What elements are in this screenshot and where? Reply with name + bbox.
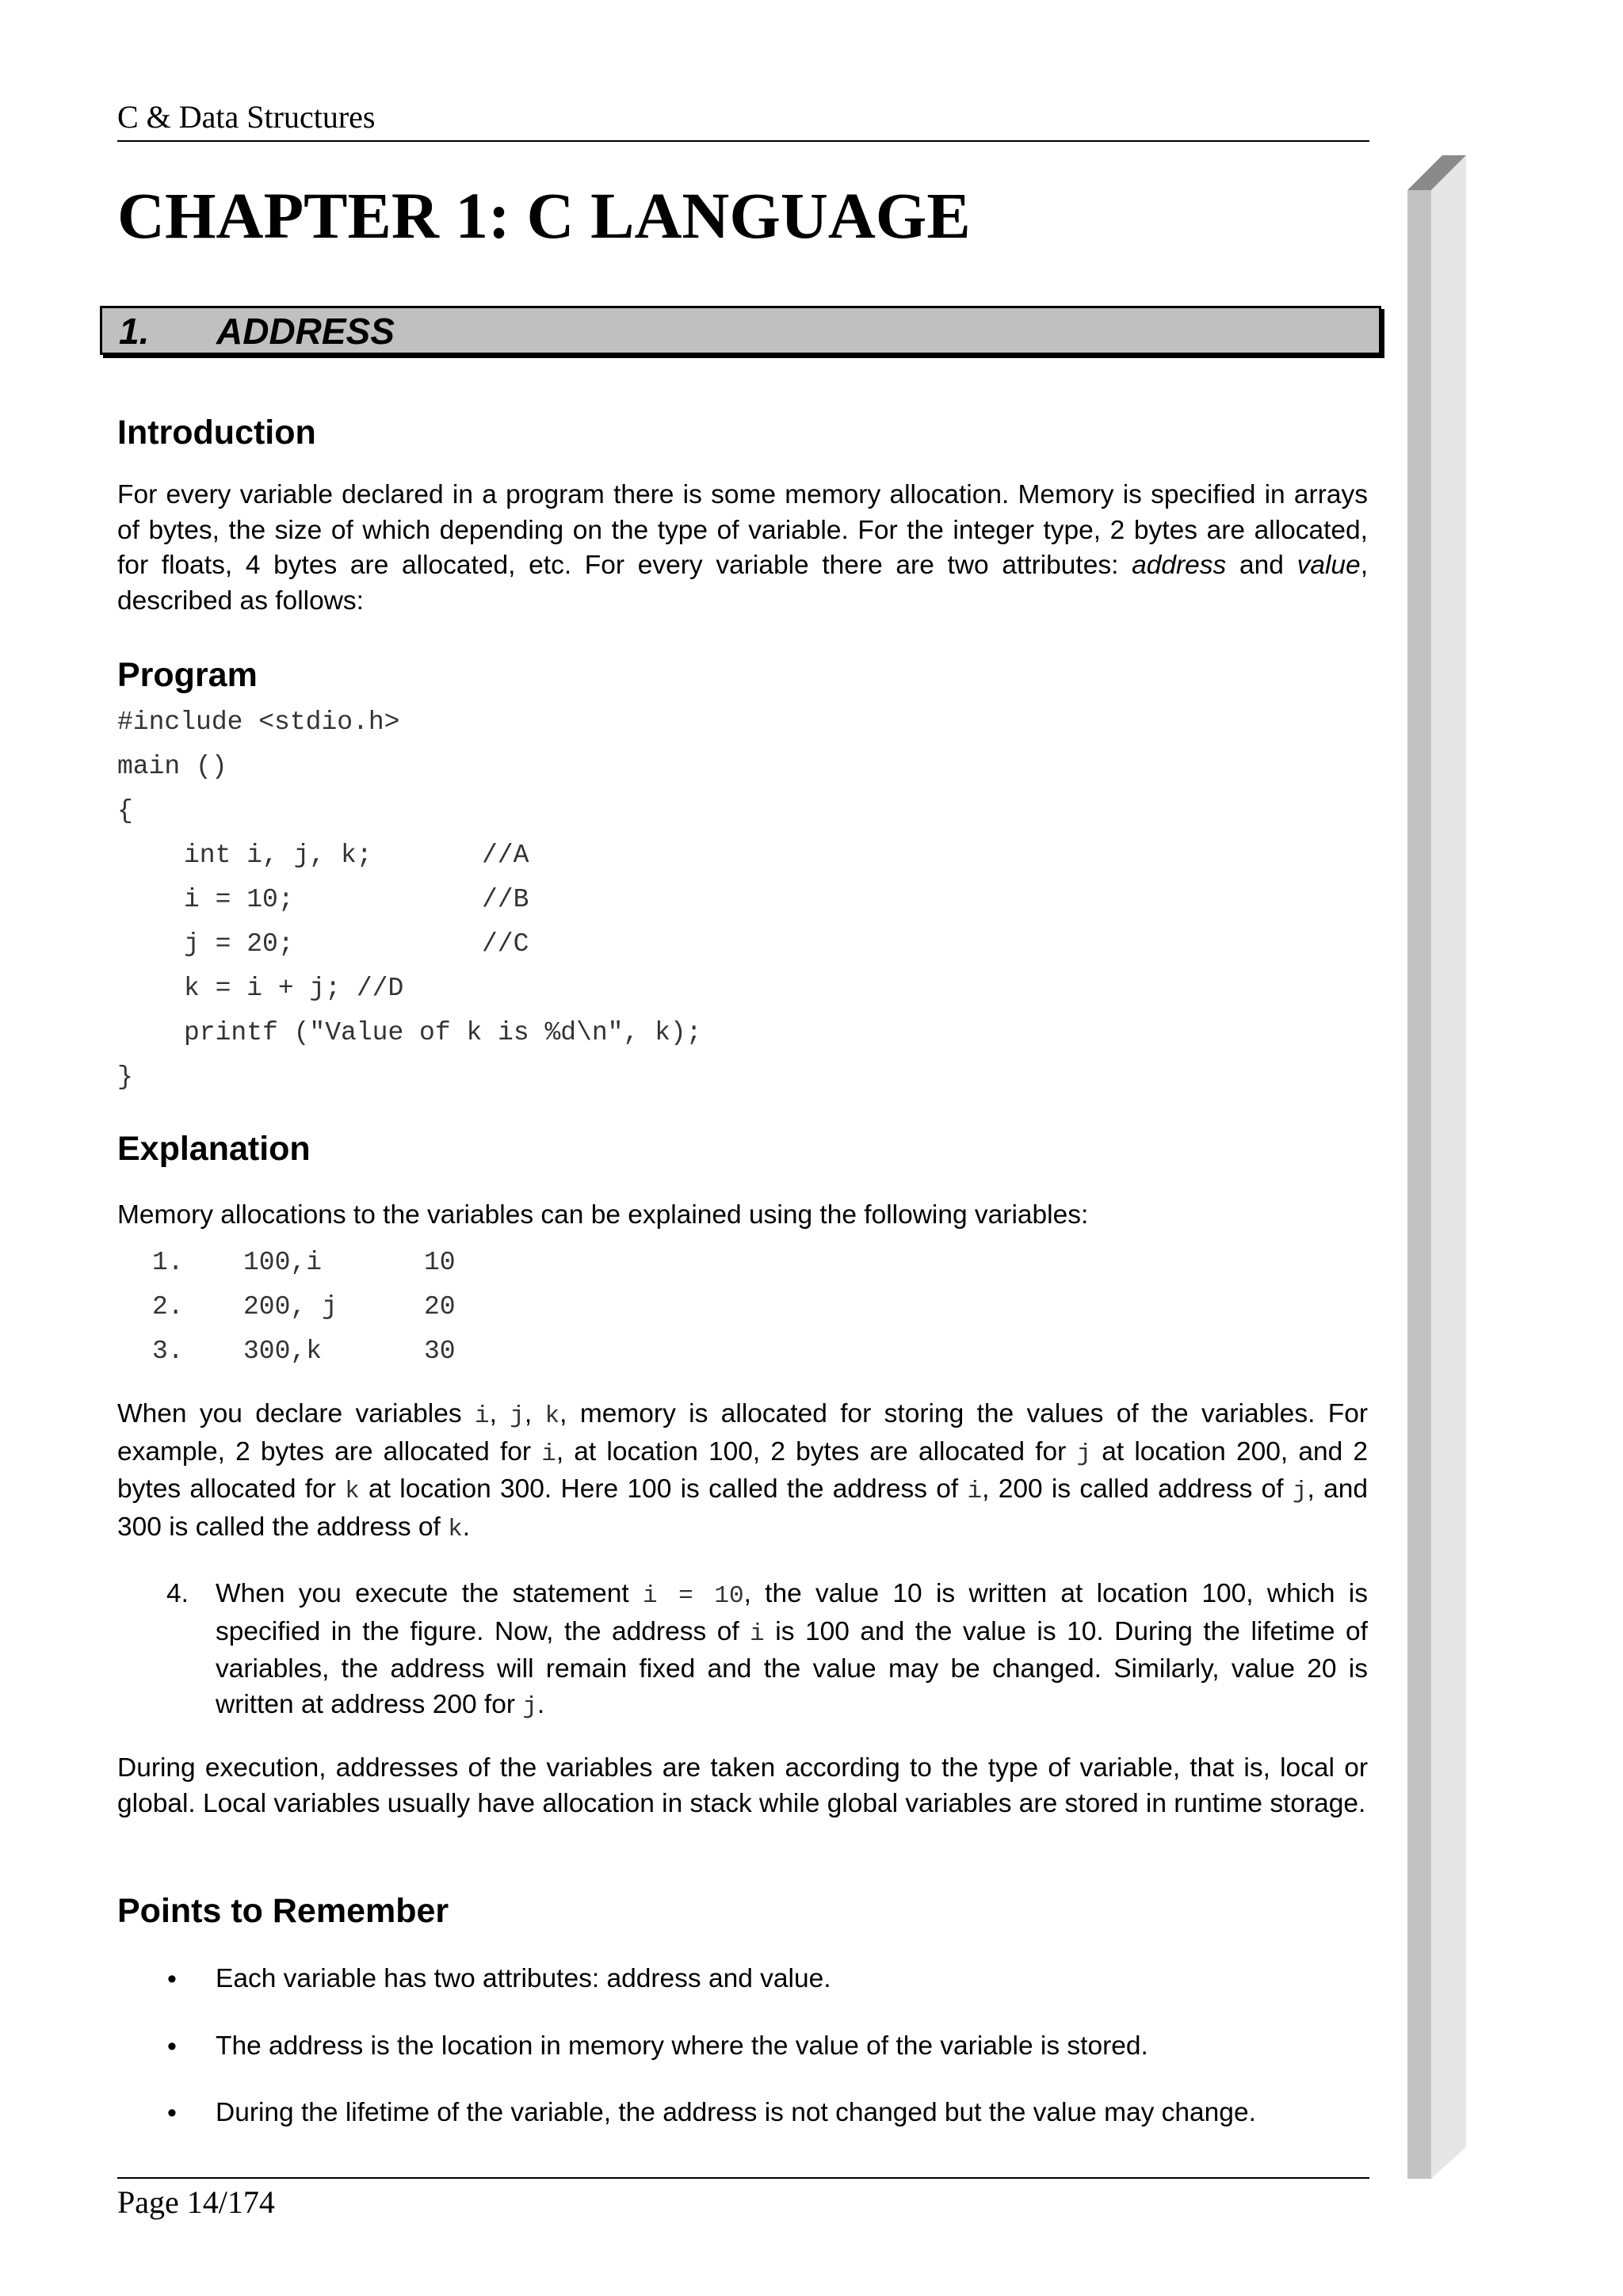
- execution-paragraph: During execution, addresses of the variables are taken according to the type of variable, that is, local or global. Local variables usually have allocation in stack while global variables are stored in runtime storage.: [117, 1753, 1368, 1818]
- header-rule: [117, 140, 1369, 142]
- code-text: {: [117, 796, 133, 826]
- section-number: 1.: [119, 311, 150, 352]
- list-item-text: [216, 1577, 1368, 1725]
- code-line: [117, 707, 399, 738]
- inline-code: k: [345, 1478, 360, 1505]
- text-run: ,: [524, 1399, 545, 1428]
- bullet-icon: •: [167, 2098, 177, 2128]
- intro-text-and: and: [1226, 551, 1297, 580]
- memory-row-value: 20: [424, 1292, 456, 1322]
- code-text: printf ("Value of k is %d\n", k);: [184, 1018, 702, 1047]
- memory-row-value: 30: [424, 1337, 456, 1366]
- intro-text-end: , described as follows:: [117, 551, 1368, 616]
- inline-code: j: [510, 1402, 525, 1430]
- text-run: , the value 10 is written at location 100, which is specified in the figure. Now, the address of: [216, 1579, 1369, 1646]
- points-heading: Points to Remember: [117, 1892, 449, 1930]
- intro-text: For every variable declared in a program there is some memory allocation. Memory is specified in arrays of bytes, the size of which depending on the type of variable. For the integer type, 2 bytes are allocated, for floats, 4 bytes are allocated, etc. For every variable there are two attributes:: [117, 480, 1368, 580]
- footer-rule: [117, 2177, 1369, 2179]
- inline-code: i: [541, 1440, 556, 1468]
- chapter-title: CHAPTER 1: C LANGUAGE: [117, 179, 971, 252]
- inline-code: k: [448, 1515, 463, 1543]
- text-run: , memory is allocated for storing the values of the variables. For example, 2 bytes are allocated for: [117, 1399, 1368, 1466]
- explanation-heading: Explanation: [117, 1130, 311, 1168]
- code-comment: //A: [482, 841, 529, 870]
- text-run: .: [537, 1689, 545, 1719]
- introduction-paragraph: [117, 478, 1368, 619]
- inline-code: j: [522, 1692, 537, 1721]
- text-run: , 200 is called address of: [982, 1474, 1293, 1504]
- text-run: ,: [489, 1399, 510, 1428]
- intro-em-address: address: [1132, 551, 1227, 580]
- code-text: main (): [117, 752, 227, 781]
- memory-row-number: 3.: [152, 1337, 184, 1366]
- code-text: int i, j, k;: [184, 841, 372, 870]
- code-line: [117, 795, 133, 827]
- inline-code: i = 10: [642, 1582, 744, 1610]
- text-run: .: [462, 1512, 471, 1542]
- list-item-number: 4.: [166, 1579, 189, 1608]
- section-title: ADDRESS: [216, 311, 395, 352]
- code-line: [117, 751, 227, 783]
- code-text: j = 20;: [184, 929, 294, 959]
- text-run: , and 300 is called the address of: [117, 1474, 1368, 1542]
- inline-code: j: [1292, 1478, 1308, 1505]
- program-heading: Program: [117, 656, 258, 694]
- text-run: When you execute the statement: [216, 1579, 643, 1608]
- intro-em-value: value: [1296, 551, 1361, 580]
- inline-code: i: [750, 1619, 765, 1648]
- explanation-paragraph: [117, 1397, 1368, 1547]
- bullet-text: The address is the location in memory where the value of the variable is stored.: [216, 2031, 1148, 2061]
- memory-row-address: 100,i: [243, 1248, 323, 1277]
- bullet-text: During the lifetime of the variable, the address is not changed but the value may change.: [216, 2098, 1256, 2127]
- bullet-icon: •: [167, 1964, 177, 1994]
- code-comment: //C: [482, 929, 529, 959]
- text-run: , at location 100, 2 bytes are allocated for: [556, 1436, 1077, 1466]
- text-run: at location 200, and 2 bytes allocated for: [117, 1436, 1368, 1504]
- page-number: Page 14/174: [117, 2184, 275, 2220]
- memory-row-address: 300,k: [243, 1337, 323, 1366]
- code-text: #include <stdio.h>: [117, 707, 400, 737]
- inline-code: i: [474, 1402, 490, 1430]
- text-run: is 100 and the value is 10. During the lifetime of variables, the address will remain fixed and the value may be changed. Similarly, value 20 is written at address 200 for: [216, 1616, 1368, 1719]
- running-header: C & Data Structures: [117, 99, 376, 135]
- code-comment: //B: [482, 885, 529, 914]
- text-run: at location 300. Here 100 is called the address of: [359, 1474, 968, 1504]
- text-run: When you declare variables: [117, 1399, 475, 1428]
- inline-code: j: [1076, 1440, 1092, 1468]
- memory-row-address: 200, j: [243, 1292, 338, 1322]
- memory-row-number: 1.: [152, 1248, 184, 1277]
- code-text: }: [117, 1062, 133, 1092]
- code-line: [117, 1062, 133, 1093]
- side-decoration-bar: [1403, 151, 1466, 2187]
- memory-row-number: 2.: [152, 1292, 184, 1322]
- bullet-icon: •: [167, 2031, 177, 2061]
- explanation-intro: Memory allocations to the variables can be explained using the following variables:: [117, 1200, 1089, 1230]
- inline-code: k: [544, 1402, 560, 1430]
- code-text: k = i + j; //D: [184, 974, 404, 1003]
- bullet-text: Each variable has two attributes: address and value.: [216, 1964, 831, 1993]
- introduction-heading: Introduction: [117, 414, 316, 452]
- memory-row-value: 10: [424, 1248, 456, 1277]
- inline-code: i: [967, 1478, 983, 1505]
- code-text: i = 10;: [184, 885, 294, 914]
